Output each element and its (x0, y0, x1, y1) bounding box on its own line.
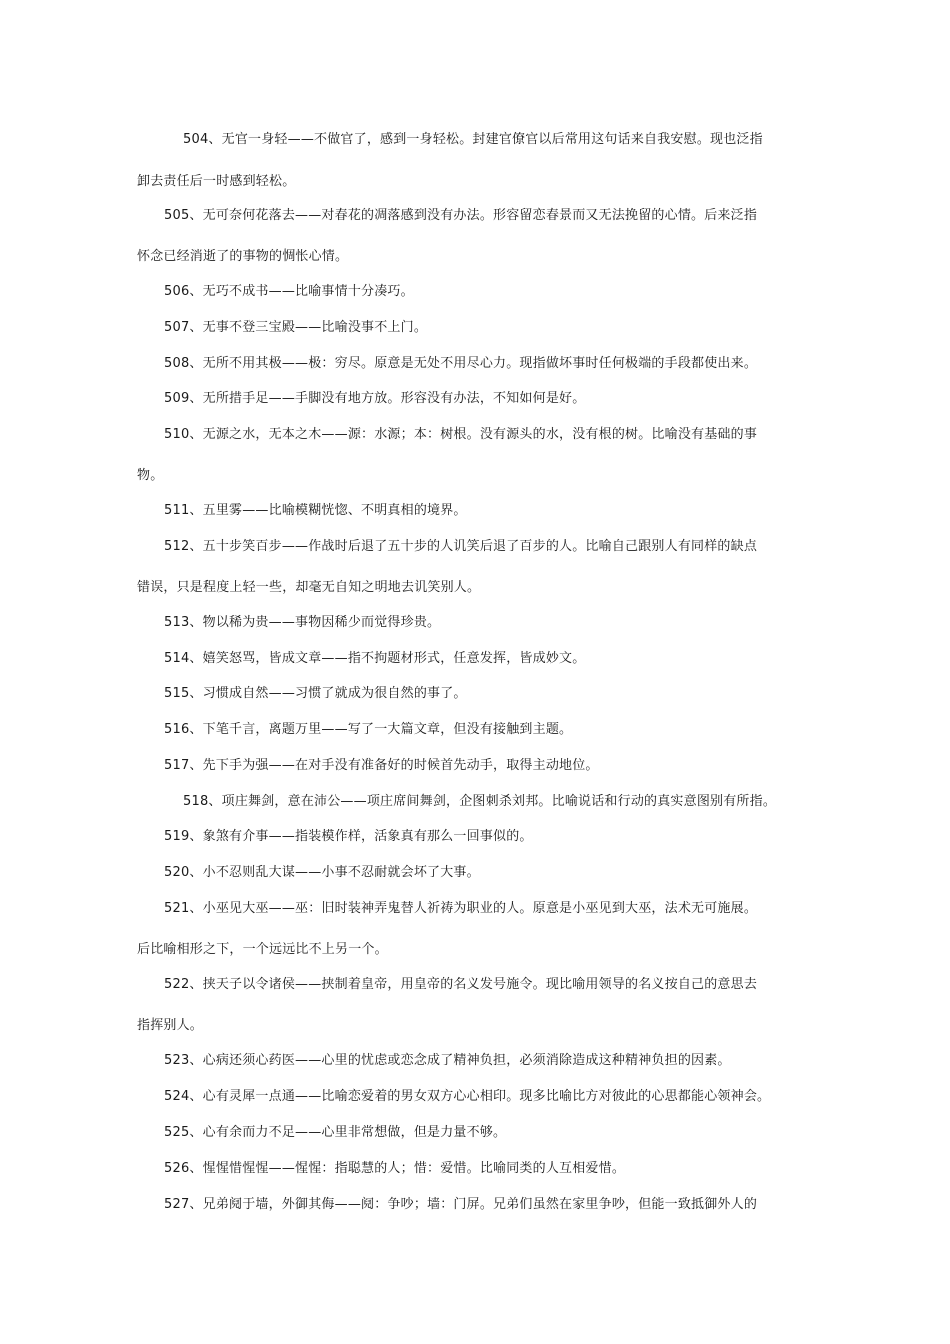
entry-522-line1: 522、挟天子以令诸侯——挟制着皇帝，用皇帝的名义发号施令。现比喻用领导的名义按自己的意思去 (164, 977, 758, 992)
entry-527-line1: 527、兄弟阋于墙，外御其侮——阋：争吵；墙：门屏。兄弟们虽然在家里争吵，但能一致抵御外人的 (164, 1197, 758, 1212)
entry-523: 523、心病还须心药医——心里的忧虑或恋念成了精神负担，必须消除造成这种精神负担的因素。 (164, 1053, 731, 1068)
entry-526: 526、惺惺惜惺惺——惺惺：指聪慧的人；惜：爱惜。比喻同类的人互相爱惜。 (164, 1161, 626, 1176)
entry-512-line1: 512、五十步笑百步——作战时后退了五十步的人讥笑后退了百步的人。比喻自己跟别人有同样的缺点 (164, 539, 758, 554)
entry-514: 514、嬉笑怒骂，皆成文章——指不拘题材形式，任意发挥，皆成妙文。 (164, 651, 586, 666)
entry-524: 524、心有灵犀一点通——比喻恋爱着的男女双方心心相印。现多比喻比方对彼此的心思都能心领神会。 (164, 1089, 771, 1104)
entry-504-line2: 卸去责任后一时感到轻松。 (137, 174, 296, 189)
entry-517: 517、先下手为强——在对手没有准备好的时候首先动手，取得主动地位。 (164, 758, 599, 773)
entry-506: 506、无巧不成书——比喻事情十分凑巧。 (164, 284, 414, 299)
entry-509: 509、无所措手足——手脚没有地方放。形容没有办法，不知如何是好。 (164, 391, 586, 406)
entry-525: 525、心有余而力不足——心里非常想做，但是力量不够。 (164, 1125, 507, 1140)
entry-513: 513、物以稀为贵——事物因稀少而觉得珍贵。 (164, 615, 441, 630)
entry-515: 515、习惯成自然——习惯了就成为很自然的事了。 (164, 686, 467, 701)
entry-516: 516、下笔千言，离题万里——写了一大篇文章，但没有接触到主题。 (164, 722, 573, 737)
entry-520: 520、小不忍则乱大谋——小事不忍耐就会坏了大事。 (164, 865, 480, 880)
entry-510-line1: 510、无源之水，无本之木——源：水源；本：树根。没有源头的水，没有根的树。比喻没有基础的事 (164, 427, 758, 442)
entry-505-line2: 怀念已经消逝了的事物的惆怅心情。 (137, 249, 349, 264)
entry-521-line2: 后比喻相形之下，一个远远比不上另一个。 (137, 942, 388, 957)
entry-518: 518、项庄舞剑，意在沛公——项庄席间舞剑，企图刺杀刘邦。比喻说话和行动的真实意图别有所指。 (183, 794, 777, 809)
entry-508: 508、无所不用其极——极：穷尽。原意是无处不用尽心力。现指做坏事时任何极端的手段都使出来。 (164, 356, 758, 371)
entry-519: 519、象煞有介事——指装模作样，活象真有那么一回事似的。 (164, 829, 533, 844)
entry-522-line2: 指挥别人。 (137, 1018, 204, 1033)
entry-512-line2: 错误，只是程度上轻一些，却毫无自知之明地去讥笑别人。 (137, 580, 481, 595)
entry-510-line2: 物。 (137, 468, 164, 483)
entry-511: 511、五里雾——比喻模糊恍惚、不明真相的境界。 (164, 503, 467, 518)
entry-505-line1: 505、无可奈何花落去——对春花的凋落感到没有办法。形容留恋春景而又无法挽留的心情。后来泛指 (164, 208, 758, 223)
entry-507: 507、无事不登三宝殿——比喻没事不上门。 (164, 320, 428, 335)
entry-504-line1: 504、无官一身轻——不做官了，感到一身轻松。封建官僚官以后常用这句话来自我安慰。现也泛指 (183, 132, 763, 147)
entry-521-line1: 521、小巫见大巫——巫：旧时装神弄鬼替人祈祷为职业的人。原意是小巫见到大巫，法术无可施展。 (164, 901, 758, 916)
